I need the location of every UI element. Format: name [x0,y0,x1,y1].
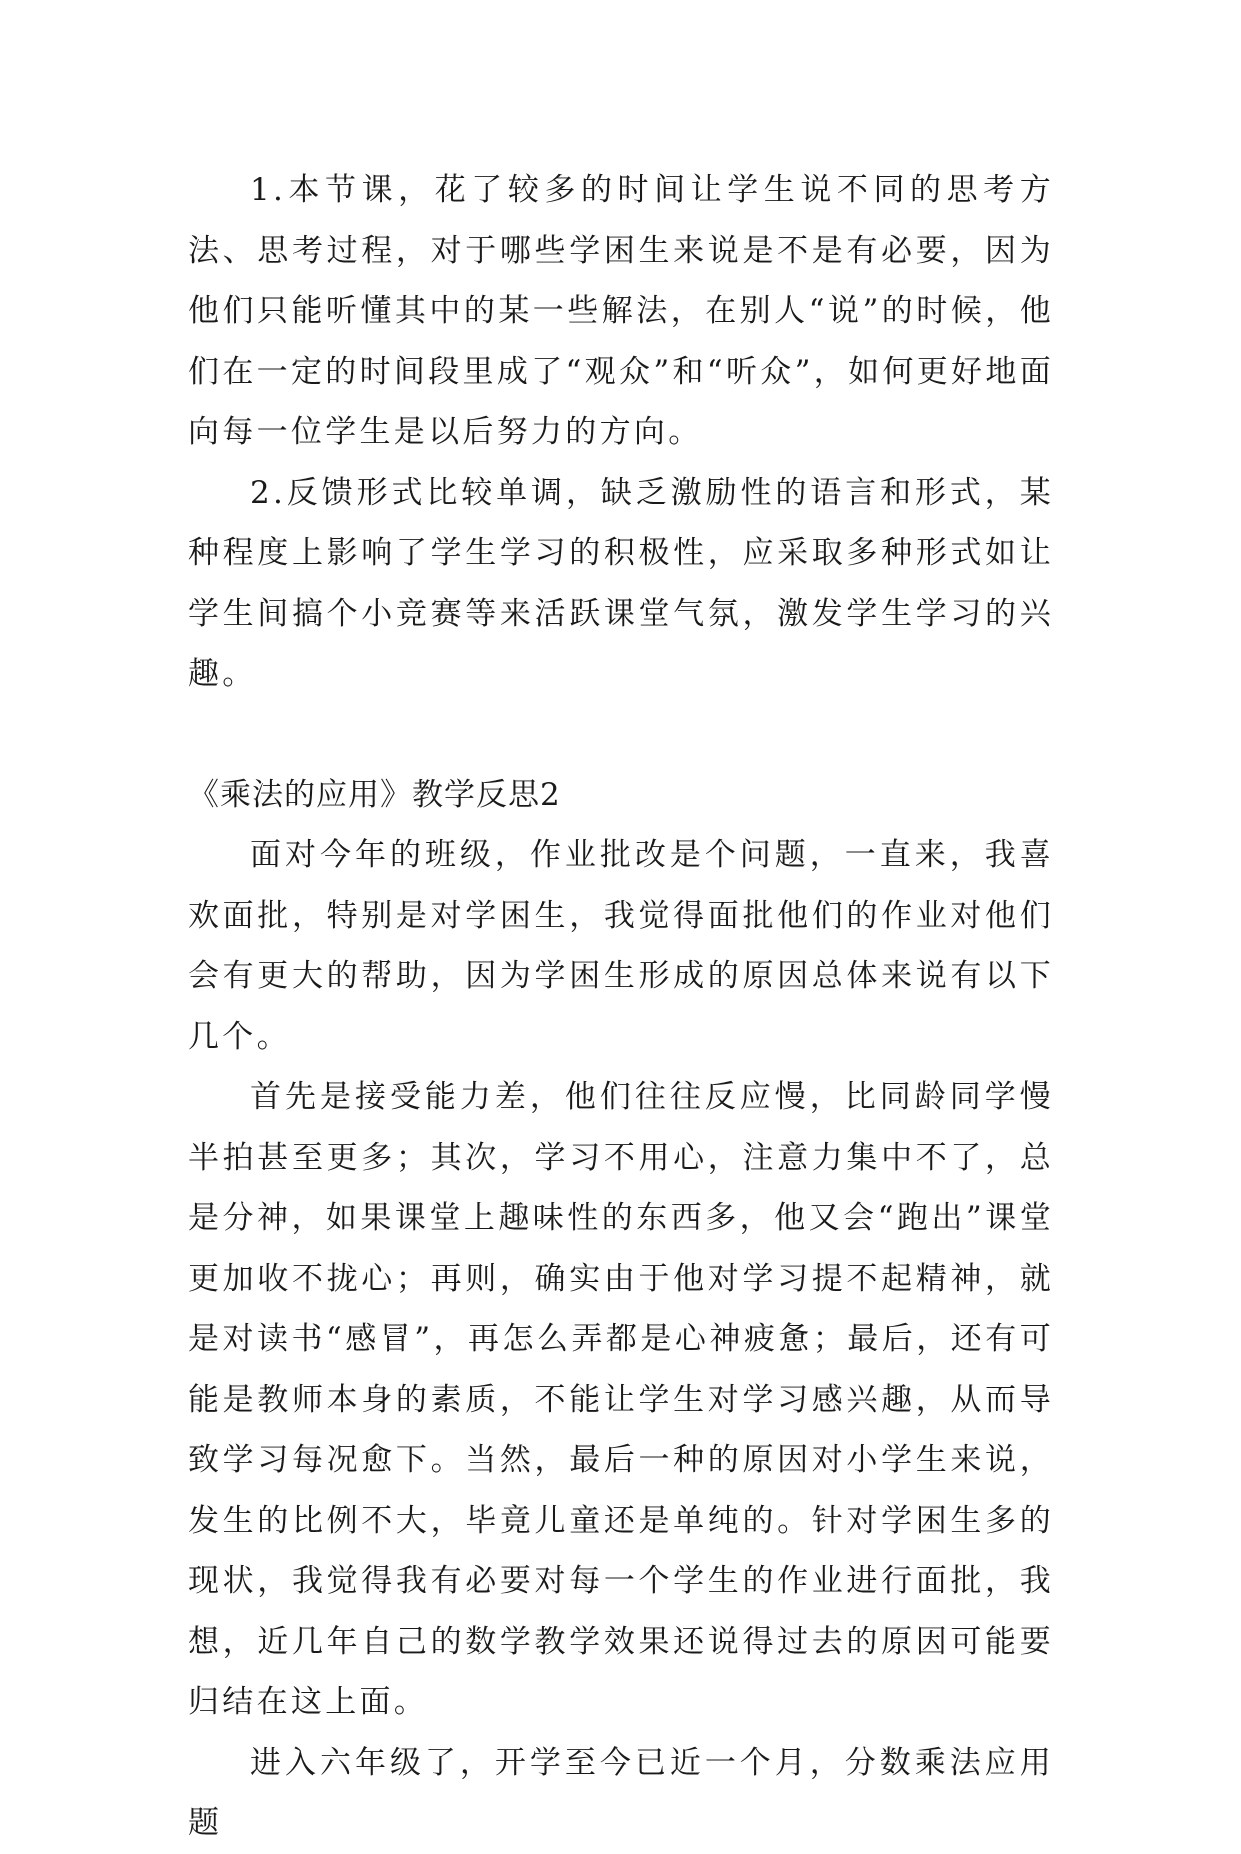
paragraph-1: 1.本节课，花了较多的时间让学生说不同的思考方法、思考过程，对于哪些学困生来说是不是有必要，因为他们只能听懂其中的某一些解法，在别人“说”的时候，他们在一定的时间段里成了“观众”和“听众”，如何更好地面向每一位学生是以后努力的方向。 [188,172,1054,450]
paragraph-3: 面对今年的班级，作业批改是个问题，一直来，我喜欢面批，特别是对学困生，我觉得面批他们的作业对他们会有更大的帮助，因为学困生形成的原因总体来说有以下几个。 [188,837,1054,1055]
paragraph-5: 进入六年级了，开学至今已近一个月，分数乘法应用题 [188,1744,1054,1841]
paragraph-2: 2.反馈形式比较单调，缺乏激励性的语言和形式，某种程度上影响了学生学习的积极性，应采取多种形式如让学生间搞个小竞赛等来活跃课堂气氛，激发学生学习的兴趣。 [188,474,1054,692]
document-body [188,160,1054,1854]
paragraph-spacer [188,705,1054,765]
section-title: 《乘法的应用》教学反思2 [188,776,561,813]
paragraph-4: 首先是接受能力差，他们往往反应慢，比同龄同学慢半拍甚至更多；其次，学习不用心，注意力集中不了，总是分神，如果课堂上趣味性的东西多，他又会“跑出”课堂更加收不拢心；再则，确实由于他对学习提不起精神，就是对读书“感冒”，再怎么弄都是心神疲惫；最后，还有可能是教师本身的素质，不能让学生对学习感兴趣，从而导致学习每况愈下。当然，最后一种的原因对小学生来说，发生的比例不大，毕竟儿童还是单纯的。针对学困生多的现状，我觉得我有必要对每一个学生的作业进行面批，我想，近几年自己的数学教学效果还说得过去的原因可能要归结在这上面。 [188,1079,1054,1720]
